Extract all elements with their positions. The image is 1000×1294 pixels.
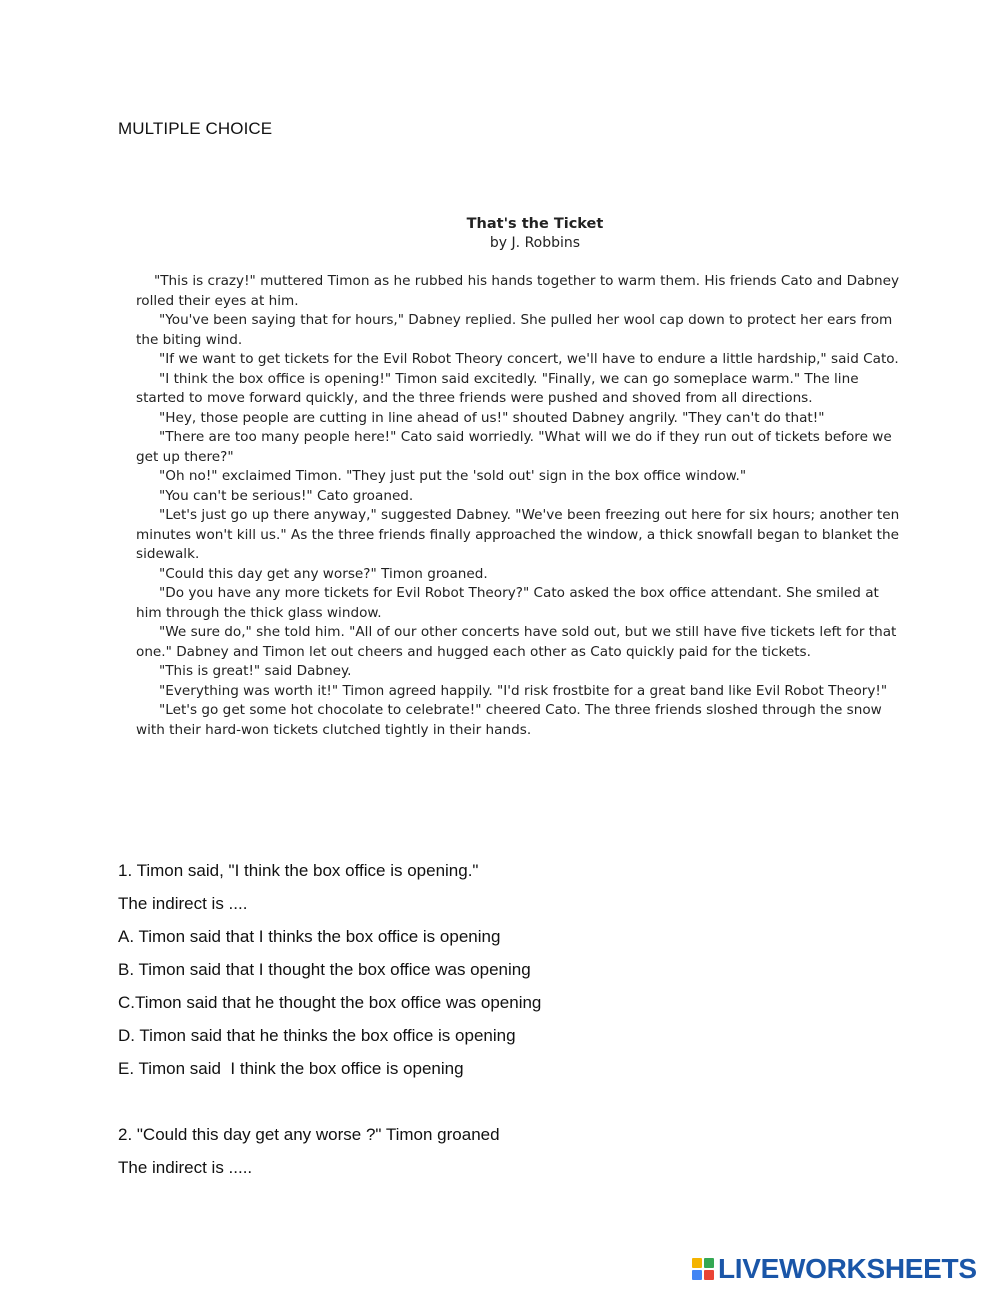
section-title: MULTIPLE CHOICE — [118, 119, 273, 138]
question-spacer — [118, 1085, 541, 1118]
question-1-stem: 1. Timon said, "I think the box office is opening." — [118, 861, 479, 880]
question-1-option-c: C.Timon said that he thought the box office was opening — [118, 993, 542, 1012]
question-2-prompt: The indirect is ..... — [118, 1158, 253, 1177]
passage-paragraph: "There are too many people here!" Cato said worriedly. "What will we do if they run out of tickets before we get up there?" — [136, 429, 892, 465]
passage-paragraph: "We sure do," she told him. "All of our other concerts have sold out, but we still have five tickets left for that one." Dabney and Timon let out cheers and hugged each other as Cato quickly paid for the tickets. — [136, 624, 897, 660]
question-2-stem: 2. "Could this day get any worse ?" Timon groaned — [118, 1125, 500, 1144]
question-1-option-d: D. Timon said that he thinks the box office is opening — [118, 1026, 516, 1045]
reading-passage — [136, 214, 904, 740]
logo-square-icon — [704, 1270, 714, 1280]
passage-paragraph: "Hey, those people are cutting in line ahead of us!" shouted Dabney angrily. "They can't do that!" — [159, 409, 825, 426]
story-author: by J. Robbins — [489, 235, 581, 251]
passage-paragraph: "I think the box office is opening!" Timon said excitedly. "Finally, we can go someplace warm." The line started to move forward quickly, and the three friends were pushed and shoved from all directions. — [136, 370, 859, 406]
passage-paragraph: "If we want to get tickets for the Evil Robot Theory concert, we'll have to endure a little hardship," said Cato. — [159, 351, 899, 367]
passage-paragraph: "Oh no!" exclaimed Timon. "They just put the 'sold out' sign in the box office window." — [159, 468, 747, 484]
liveworksheets-logo-text: LIVEWORKSHEETS — [718, 1253, 977, 1284]
passage-paragraph: "You can't be serious!" Cato groaned. — [159, 487, 414, 504]
story-title: That's the Ticket — [466, 216, 604, 232]
passage-paragraph: "Let's go get some hot chocolate to celebrate!" cheered Cato. The three friends sloshed through the snow with their hard-won tickets clutched tightly in their hands. — [136, 702, 882, 738]
passage-paragraph: "This is crazy!" muttered Timon as he rubbed his hands together to warm them. His friends Cato and Dabney rolled their eyes at him. — [136, 273, 900, 309]
passage-paragraph: "Let's just go up there anyway," suggested Dabney. "We've been freezing out here for six hours; another ten minutes won't kill us." As the three friends finally approached the window, a thick snowfall began to blanket the sidewalk. — [136, 507, 900, 562]
passage-paragraph: "This is great!" said Dabney. — [159, 663, 352, 679]
question-list — [118, 854, 541, 1184]
liveworksheets-logo-icon — [692, 1258, 714, 1280]
question-1-option-b: B. Timon said that I thought the box office was opening — [118, 960, 531, 979]
passage-paragraph: "Everything was worth it!" Timon agreed happily. "I'd risk frostbite for a great band like Evil Robot Theory!" — [159, 682, 888, 699]
question-1-option-e: E. Timon said I think the box office is opening — [118, 1059, 464, 1078]
question-1-option-a: A. Timon said that I thinks the box office is opening — [118, 927, 501, 946]
passage-paragraph: "Could this day get any worse?" Timon groaned. — [159, 565, 488, 582]
question-1-prompt: The indirect is .... — [118, 894, 248, 913]
passage-paragraph: "Do you have any more tickets for Evil Robot Theory?" Cato asked the box office attendant. She smiled at him through the thick glass window. — [136, 585, 879, 621]
logo-square-icon — [692, 1270, 702, 1280]
passage-paragraph: "You've been saying that for hours," Dabney replied. She pulled her wool cap down to protect her ears from the biting wind. — [136, 312, 893, 348]
logo-square-icon — [704, 1258, 714, 1268]
logo-square-icon — [692, 1258, 702, 1268]
liveworksheets-logo — [692, 1252, 977, 1286]
